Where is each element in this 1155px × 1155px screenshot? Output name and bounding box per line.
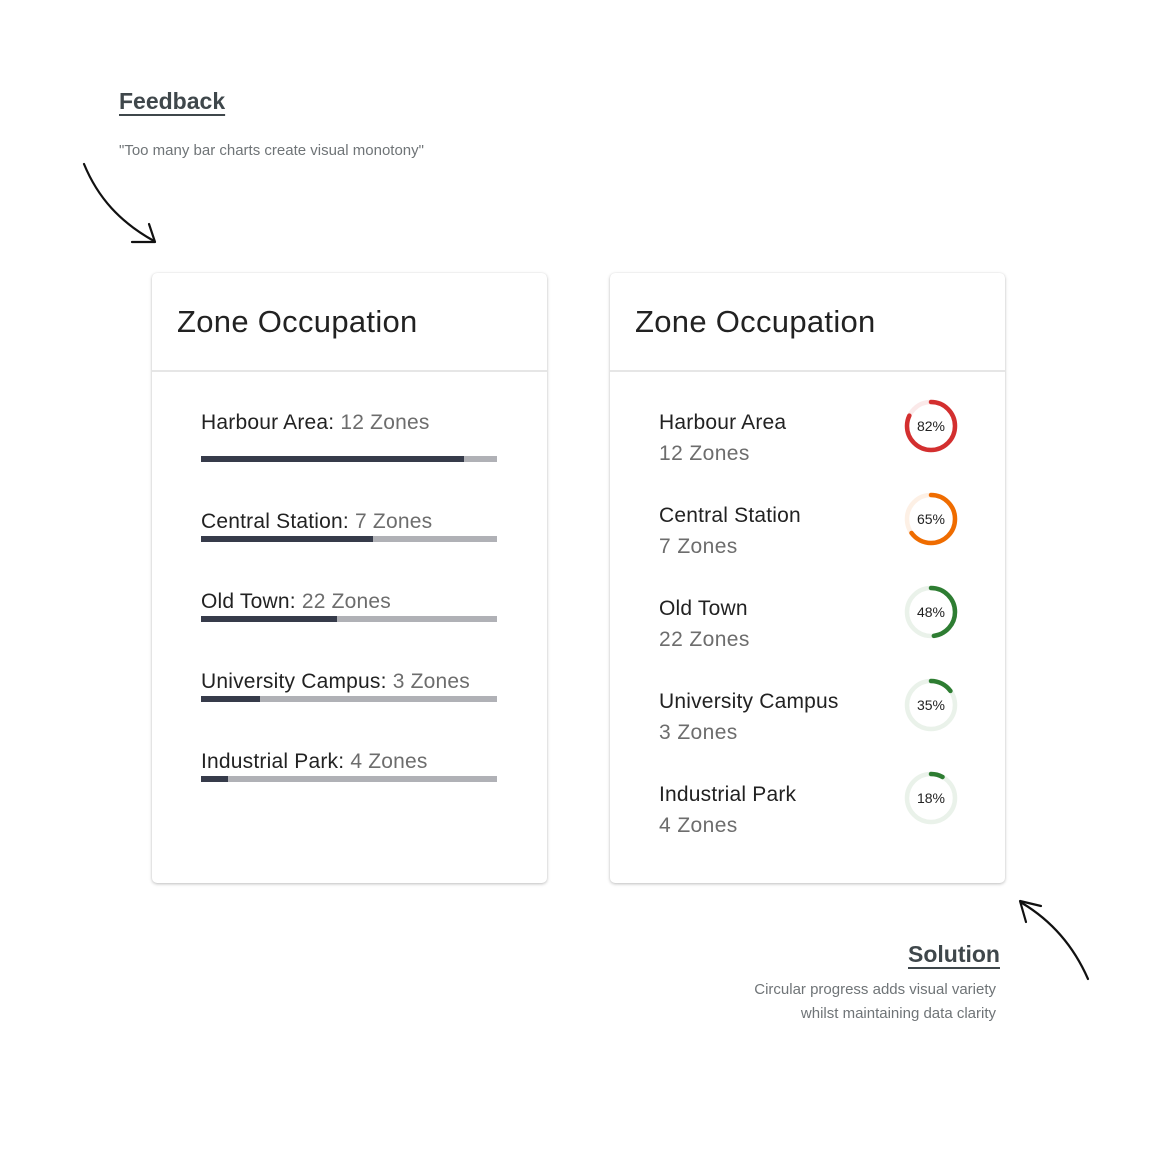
solution-arrow-icon	[1012, 893, 1097, 985]
solution-description	[754, 978, 996, 1026]
ring-row	[659, 783, 959, 853]
zone-name: Harbour Area:	[201, 411, 335, 434]
zone-name: Old Town:	[201, 590, 296, 613]
card-title: Zone Occupation	[635, 303, 876, 339]
bar-label	[201, 750, 497, 774]
zone-name: Industrial Park:	[201, 750, 345, 773]
ring-row	[659, 690, 959, 760]
percent-label: 35%	[916, 697, 946, 713]
circular-progress	[903, 677, 959, 733]
zone-name: Harbour Area	[659, 411, 787, 434]
circular-progress	[903, 770, 959, 826]
zone-name: University Campus	[659, 690, 839, 713]
circular-progress	[903, 584, 959, 640]
zone-name: Central Station	[659, 504, 801, 527]
bar-row	[201, 590, 497, 622]
zone-name: University Campus:	[201, 670, 387, 693]
percent-label: 48%	[916, 604, 946, 620]
bar-label	[201, 670, 497, 694]
zone-count: 22 Zones	[659, 628, 750, 651]
progress-bar-fill	[201, 456, 464, 462]
zone-count: 7 Zones	[659, 535, 738, 558]
percent-label: 18%	[916, 790, 946, 806]
solution-line-2: whilst maintaining data clarity	[800, 1005, 996, 1022]
card-header	[610, 273, 1005, 372]
progress-bar-fill	[201, 616, 337, 622]
progress-bar	[201, 696, 497, 702]
feedback-arrow-icon	[80, 160, 170, 250]
progress-bar	[201, 456, 497, 462]
card-title: Zone Occupation	[177, 303, 418, 339]
zone-name: Industrial Park	[659, 783, 797, 806]
feedback-quote: "Too many bar charts create visual monotony"	[119, 142, 424, 159]
bar-row	[201, 411, 497, 462]
percent-label: 82%	[916, 418, 946, 434]
solution-title: Solution	[908, 941, 1000, 967]
ring-row	[659, 411, 959, 481]
zone-count: 22 Zones	[301, 590, 392, 613]
solution-line-1: Circular progress adds visual variety	[754, 981, 996, 998]
progress-bar	[201, 776, 497, 782]
zone-name: Central Station:	[201, 510, 349, 533]
zone-occupation-bar-card	[152, 273, 547, 883]
zone-name: Old Town	[659, 597, 748, 620]
zone-count: 4 Zones	[350, 750, 428, 773]
bar-label	[201, 411, 497, 435]
bar-label	[201, 590, 497, 614]
zone-count: 7 Zones	[355, 510, 433, 533]
zone-count: 3 Zones	[659, 721, 738, 744]
ring-row	[659, 597, 959, 667]
progress-bar	[201, 536, 497, 542]
bar-row	[201, 510, 497, 542]
circular-progress	[903, 398, 959, 454]
zone-count: 12 Zones	[340, 411, 430, 434]
progress-bar-fill	[201, 776, 228, 782]
progress-bar	[201, 616, 497, 622]
percent-label: 65%	[916, 511, 946, 527]
zone-count: 12 Zones	[659, 442, 750, 465]
bar-row	[201, 670, 497, 702]
zone-count: 3 Zones	[392, 670, 470, 693]
ring-row	[659, 504, 959, 574]
card-header	[152, 273, 547, 372]
bar-label	[201, 510, 497, 534]
circular-progress	[903, 491, 959, 547]
bar-row	[201, 750, 497, 782]
zone-occupation-ring-card	[610, 273, 1005, 883]
zone-count: 4 Zones	[659, 814, 738, 837]
progress-bar-fill	[201, 536, 373, 542]
feedback-title: Feedback	[119, 88, 226, 114]
progress-bar-fill	[201, 696, 260, 702]
